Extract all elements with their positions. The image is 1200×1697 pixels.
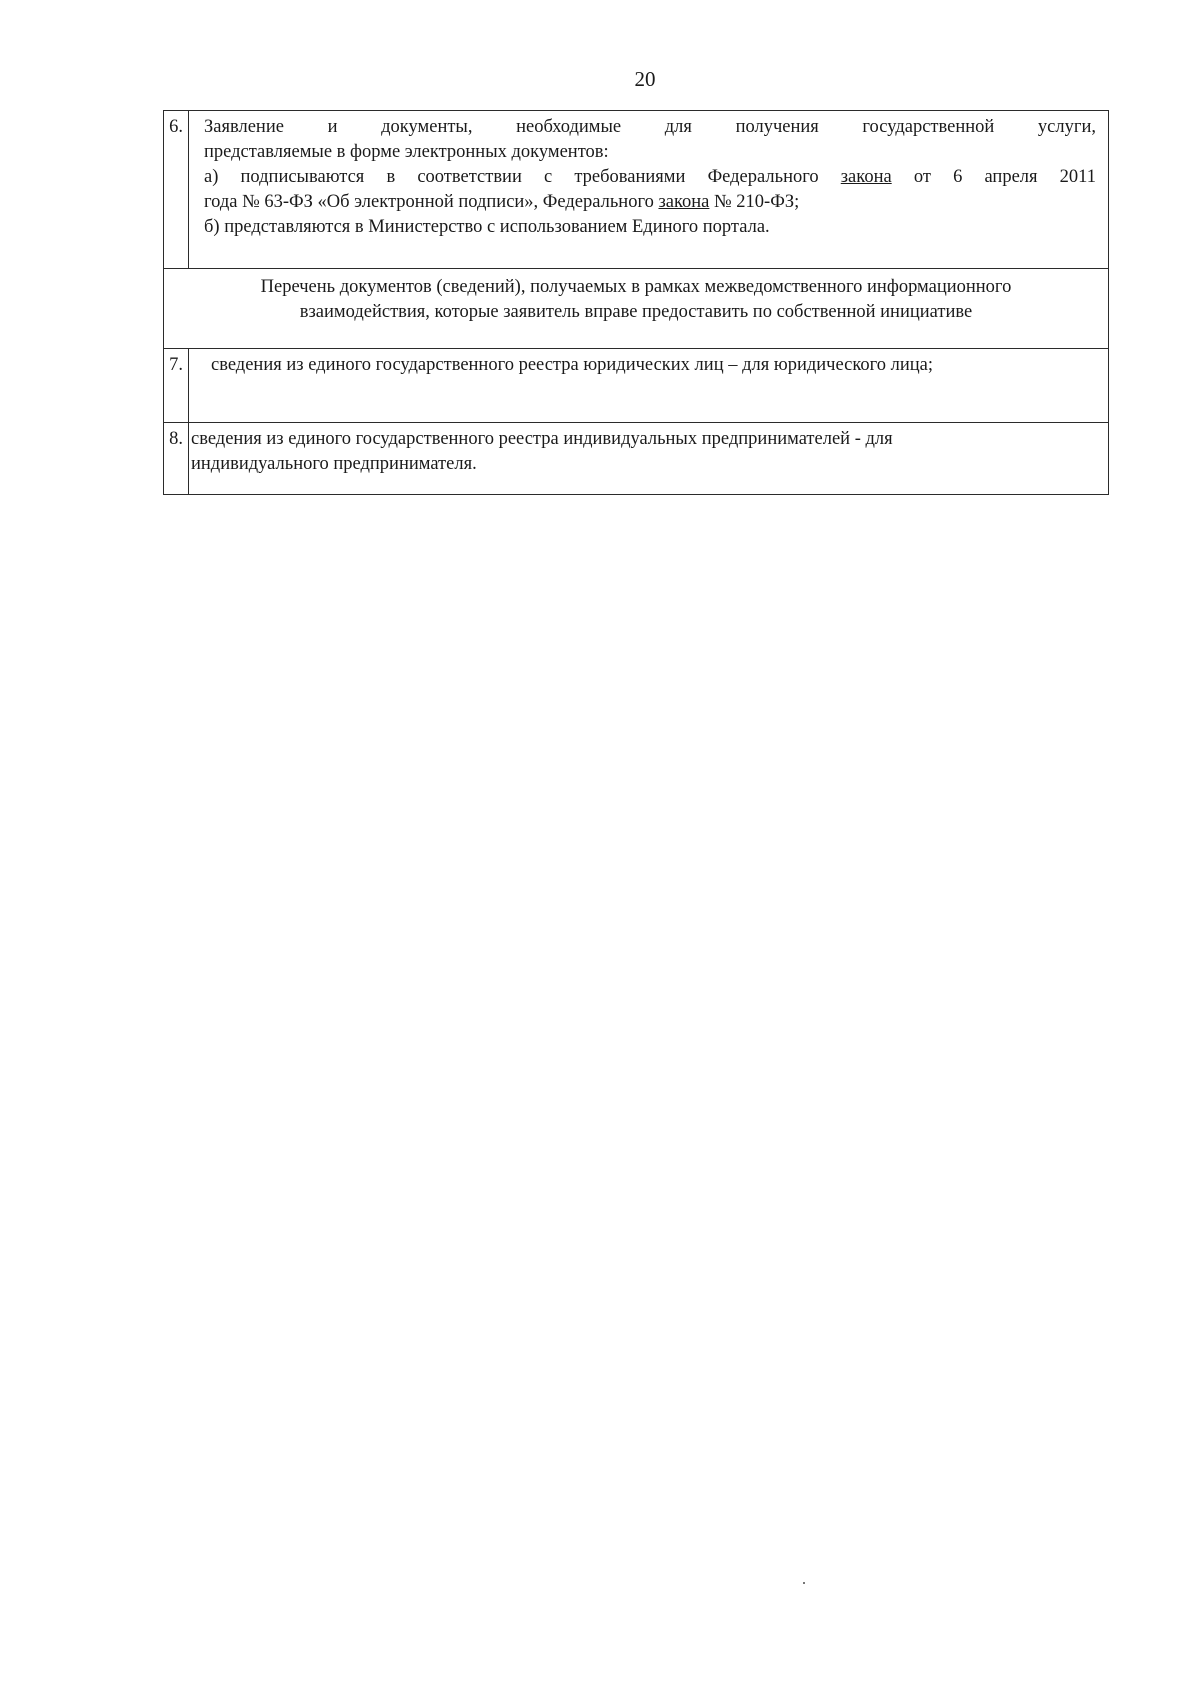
row-line: Заявление и документы, необходимые для получения государственной услуги,	[204, 117, 1096, 137]
row-line: года № 63-ФЗ «Об электронной подписи», Федерального закона № 210-ФЗ;	[204, 192, 800, 212]
table-row	[164, 111, 1109, 269]
row-content	[189, 423, 1109, 495]
scan-speck	[803, 1582, 805, 1584]
row-content	[189, 111, 1109, 269]
row-number: 8.	[164, 423, 189, 495]
section-header-line: Перечень документов (сведений), получаемых в рамках межведомственного информационного	[260, 277, 1012, 297]
row-line: индивидуального предпринимателя.	[191, 454, 477, 474]
law-link-text: закона	[658, 192, 710, 212]
section-header-row	[164, 269, 1109, 349]
row-number: 7.	[164, 349, 189, 423]
row-number: 6.	[164, 111, 189, 269]
row-line: представляемые в форме электронных документов:	[204, 142, 609, 162]
section-header	[164, 269, 1109, 349]
row-line: б) представляются в Министерство с использованием Единого портала.	[204, 217, 770, 237]
row-line: сведения из единого государственного реестра индивидуальных предпринимателей - для	[191, 429, 893, 449]
page-number: 20	[634, 67, 656, 91]
section-header-line: взаимодействия, которые заявитель вправе предоставить по собственной инициативе	[299, 302, 973, 322]
table-row	[164, 349, 1109, 423]
row-line: а) подписываются в соответствии с требованиями Федерального закона от 6 апреля 2011	[204, 167, 1096, 187]
table-row	[164, 423, 1109, 495]
law-link-text: закона	[840, 167, 892, 187]
documents-table	[163, 110, 1109, 495]
row-content: сведения из единого государственного реестра юридических лиц – для юридического лица;	[189, 349, 1109, 423]
